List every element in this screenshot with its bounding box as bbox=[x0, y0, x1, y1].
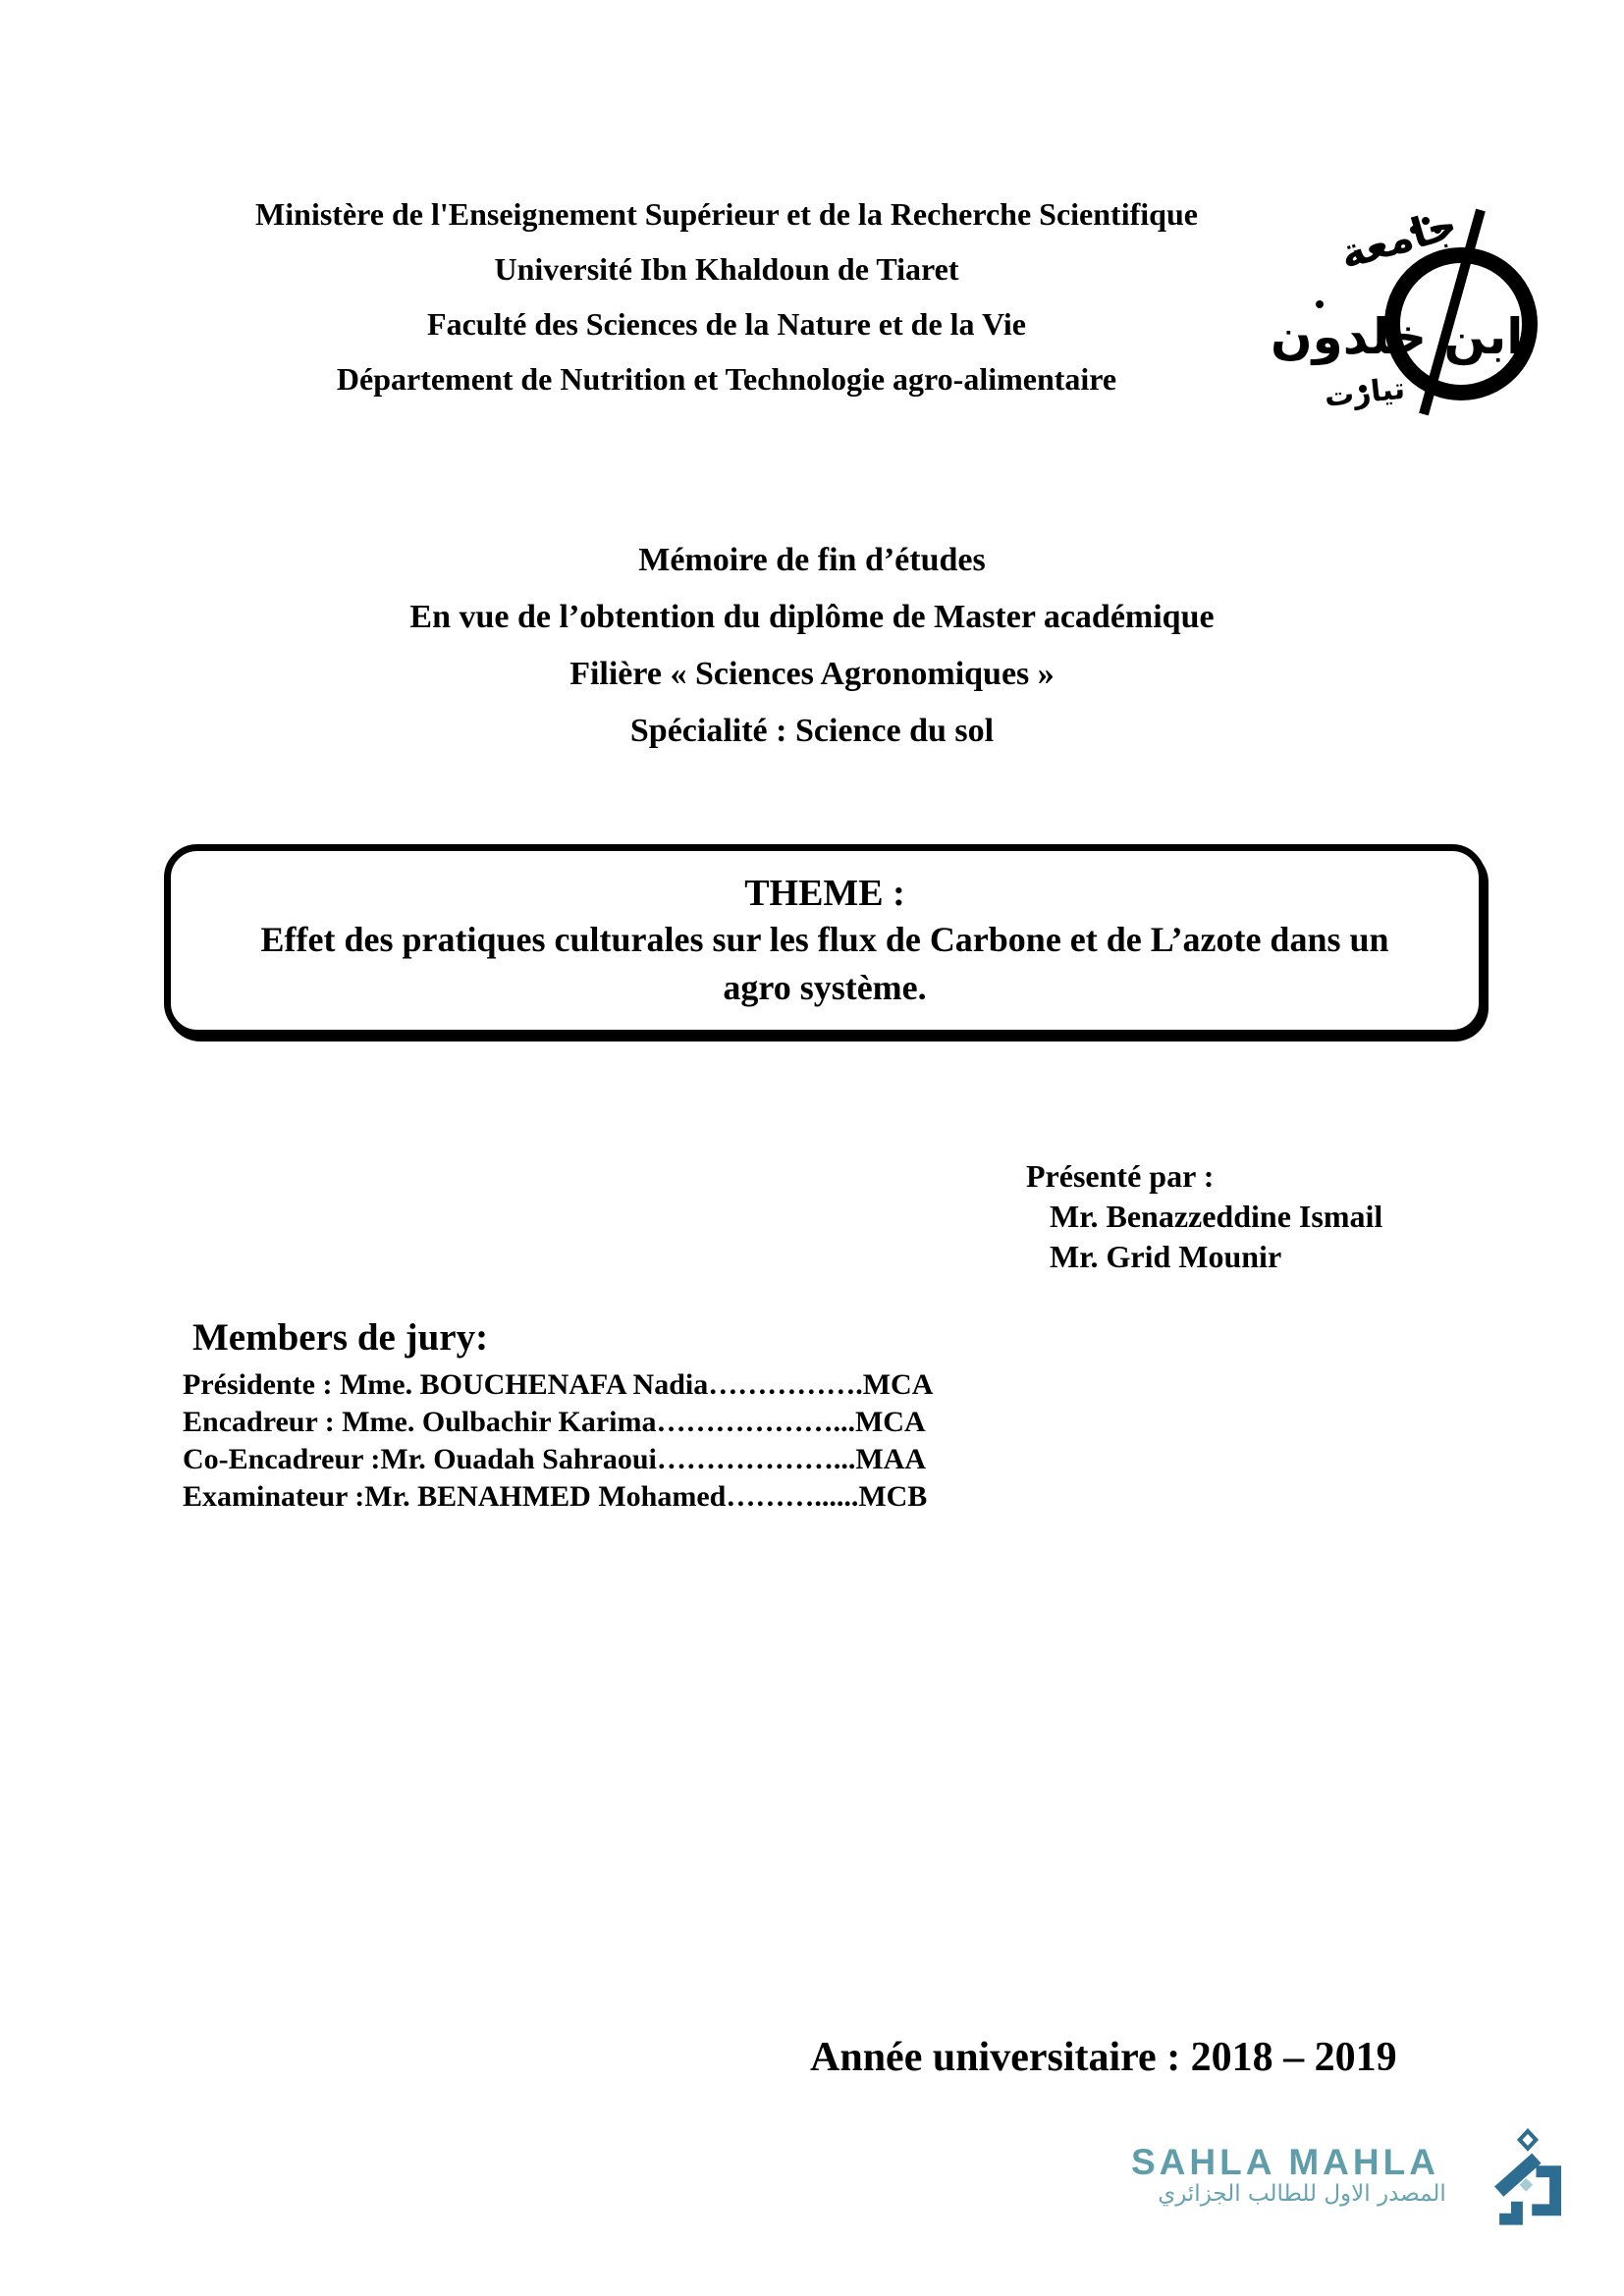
jury-heading: Members de jury: bbox=[192, 1316, 489, 1359]
jury-list bbox=[183, 1366, 1066, 1516]
author-name: Mr. Grid Mounir bbox=[1050, 1239, 1282, 1274]
theme-text-line-1: Effet des pratiques culturales sur les flux de Carbone et de L’azote dans un bbox=[260, 920, 1389, 959]
jury-member-co-encadreur: Co-Encadreur :Mr. Ouadah Sahraoui………………...MAA bbox=[183, 1443, 927, 1475]
sahla-mahla-wordmark: SAHLA MAHLA bbox=[1131, 2142, 1439, 2182]
presented-by-block bbox=[1026, 1156, 1382, 1277]
author-name: Mr. Benazzeddine Ismail bbox=[1050, 1199, 1383, 1234]
theme-box bbox=[164, 844, 1486, 1037]
university-calligraphy-icon bbox=[1269, 196, 1540, 436]
university-logo bbox=[1269, 196, 1540, 436]
jury-member-president: Présidente : Mme. BOUCHENAFA Nadia…………….MCA bbox=[183, 1368, 934, 1401]
theme-label: THEME : bbox=[744, 873, 905, 914]
faculty-line: Faculté des Sciences de la Nature et de la Vie bbox=[427, 306, 1026, 342]
logo-word-name: ابن خلدون bbox=[1271, 308, 1524, 365]
department-line: Département de Nutrition et Technologie agro-alimentaire bbox=[336, 361, 1117, 397]
ministry-line: Ministère de l'Enseignement Supérieur et de la Recherche Scientifique bbox=[255, 196, 1198, 232]
presented-by-label: Présenté par : bbox=[1026, 1158, 1215, 1194]
academic-year: Année universitaire : 2018 – 2019 bbox=[810, 2035, 1397, 2080]
jury-member-encadreur: Encadreur : Mme. Oulbachir Karima………………...MCA bbox=[183, 1406, 926, 1438]
university-line: Université Ibn Khaldoun de Tiaret bbox=[494, 251, 959, 287]
diploma-line: En vue de l’obtention du diplôme de Master académique bbox=[409, 599, 1215, 635]
logo-word-university: جامعة bbox=[1334, 199, 1463, 279]
theme-text-line-2: agro système. bbox=[723, 968, 927, 1007]
filiere-line: Filière « Sciences Agronomiques » bbox=[569, 656, 1055, 692]
sahla-mahla-kufic-icon bbox=[1485, 2128, 1571, 2228]
institution-header bbox=[59, 187, 1394, 406]
memoire-title-line: Mémoire de fin d’études bbox=[638, 542, 986, 578]
sahla-mahla-tagline: المصدر الاول للطالب الجزائري bbox=[1158, 2181, 1446, 2207]
degree-block bbox=[0, 532, 1624, 760]
jury-member-examinateur: Examinateur :Mr. BENAHMED Mohamed………......MCB bbox=[183, 1480, 928, 1513]
specialite-line: Spécialité : Science du sol bbox=[629, 713, 995, 749]
logo-word-city: تيارت bbox=[1323, 371, 1407, 414]
